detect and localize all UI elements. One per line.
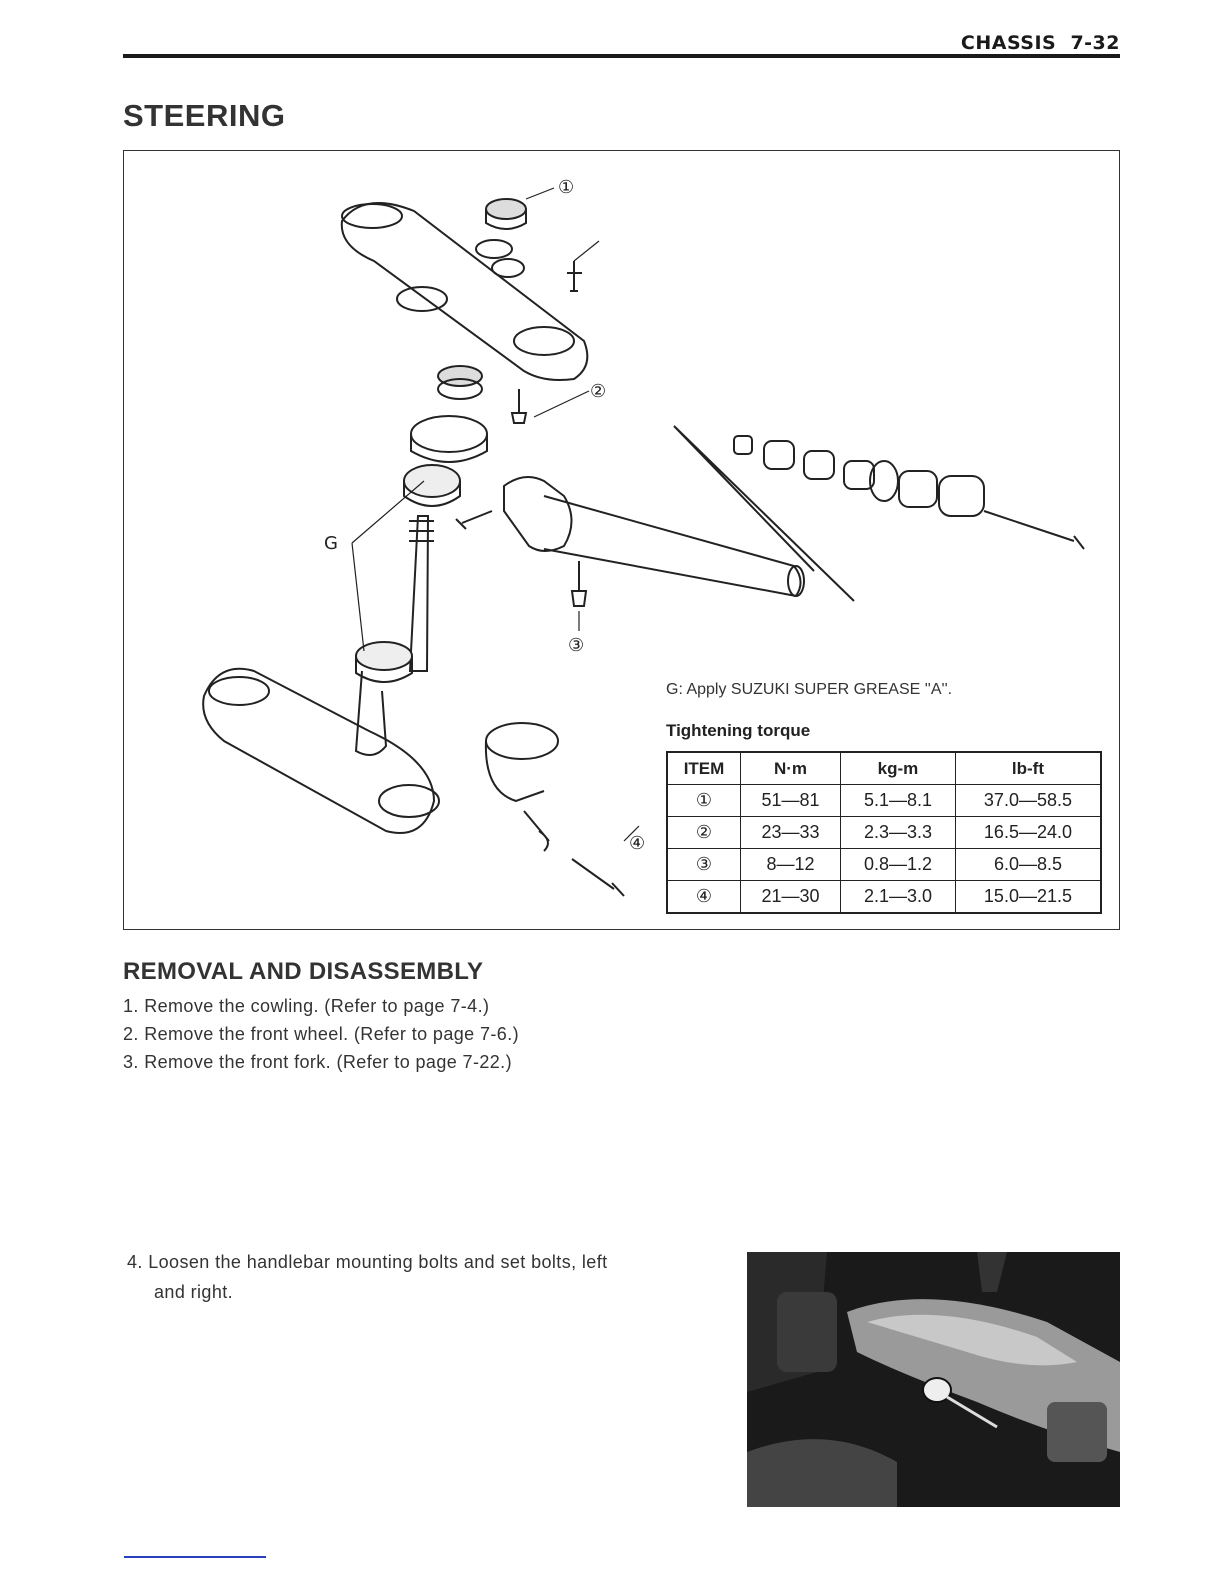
- grease-note: G: Apply SUZUKI SUPER GREASE ''A''.: [666, 681, 953, 698]
- lower-bearing: [356, 642, 412, 670]
- cell-nm: 21—30: [741, 881, 841, 914]
- washer: [476, 240, 512, 258]
- th-lbft: lb-ft: [955, 752, 1101, 785]
- lower-bracket: [203, 669, 434, 833]
- steering-figure: [123, 150, 1120, 930]
- callout-3: ③: [568, 635, 585, 656]
- torque-title: Tightening torque: [666, 721, 811, 740]
- cell-item: ③: [667, 849, 741, 881]
- torque-table-header: [667, 752, 1101, 785]
- list-item: 1. Remove the cowling. (Refer to page 7-4.): [123, 996, 490, 1016]
- steering-stem: [410, 516, 428, 671]
- th-nm: N·m: [741, 752, 841, 785]
- photo-illustration: [747, 1252, 1120, 1507]
- header-rule: [123, 54, 1120, 58]
- table-row: [667, 817, 1101, 849]
- step-4-line-2: and right.: [154, 1282, 234, 1302]
- torque-table: [666, 751, 1102, 914]
- handlebar-photo: [747, 1252, 1120, 1507]
- cell-nm: 8—12: [741, 849, 841, 881]
- header-page-number: 7-32: [1070, 32, 1120, 54]
- stem-nut: [486, 199, 526, 219]
- cell-lbft: 6.0—8.5: [955, 849, 1101, 881]
- callout-2: ②: [590, 381, 607, 402]
- cell-kgm: 2.1—3.0: [841, 881, 956, 914]
- cell-item: ④: [667, 881, 741, 914]
- cell-lbft: 15.0—21.5: [955, 881, 1101, 914]
- cell-item: ②: [667, 817, 741, 849]
- cell-lbft: 16.5—24.0: [955, 817, 1101, 849]
- th-kgm: kg-m: [841, 752, 956, 785]
- step-4-line-1: 4. Loosen the handlebar mounting bolts and set bolts, left: [127, 1252, 608, 1272]
- handlebar-clamp: [504, 477, 572, 551]
- removal-title: REMOVAL AND DISASSEMBLY: [123, 958, 484, 985]
- cell-item: ①: [667, 785, 741, 817]
- removal-steps: [123, 992, 519, 1076]
- cell-lbft: 37.0—58.5: [955, 785, 1101, 817]
- cell-kgm: 5.1—8.1: [841, 785, 956, 817]
- table-row: [667, 849, 1101, 881]
- cell-kgm: 0.8—1.2: [841, 849, 956, 881]
- callout-1: ①: [558, 177, 575, 198]
- table-row: [667, 881, 1101, 914]
- cell-nm: 23—33: [741, 817, 841, 849]
- dust-seal: [411, 416, 487, 452]
- list-item: 3. Remove the front fork. (Refer to page 7-22.): [123, 1052, 512, 1072]
- upper-bracket: [342, 203, 588, 380]
- table-row: [667, 785, 1101, 817]
- cell-kgm: 2.3—3.3: [841, 817, 956, 849]
- callout-g: G: [324, 533, 338, 554]
- page-header: [961, 32, 1120, 54]
- th-item: ITEM: [667, 752, 741, 785]
- footer-rule: [124, 1556, 266, 1558]
- cell-nm: 51—81: [741, 785, 841, 817]
- list-item: 2. Remove the front wheel. (Refer to page 7-6.): [123, 1024, 519, 1044]
- header-section: CHASSIS: [960, 32, 1057, 54]
- bearing: [404, 465, 460, 497]
- callout-4: ④: [629, 833, 646, 854]
- section-title: STEERING: [123, 98, 286, 133]
- step-4: [127, 1247, 727, 1307]
